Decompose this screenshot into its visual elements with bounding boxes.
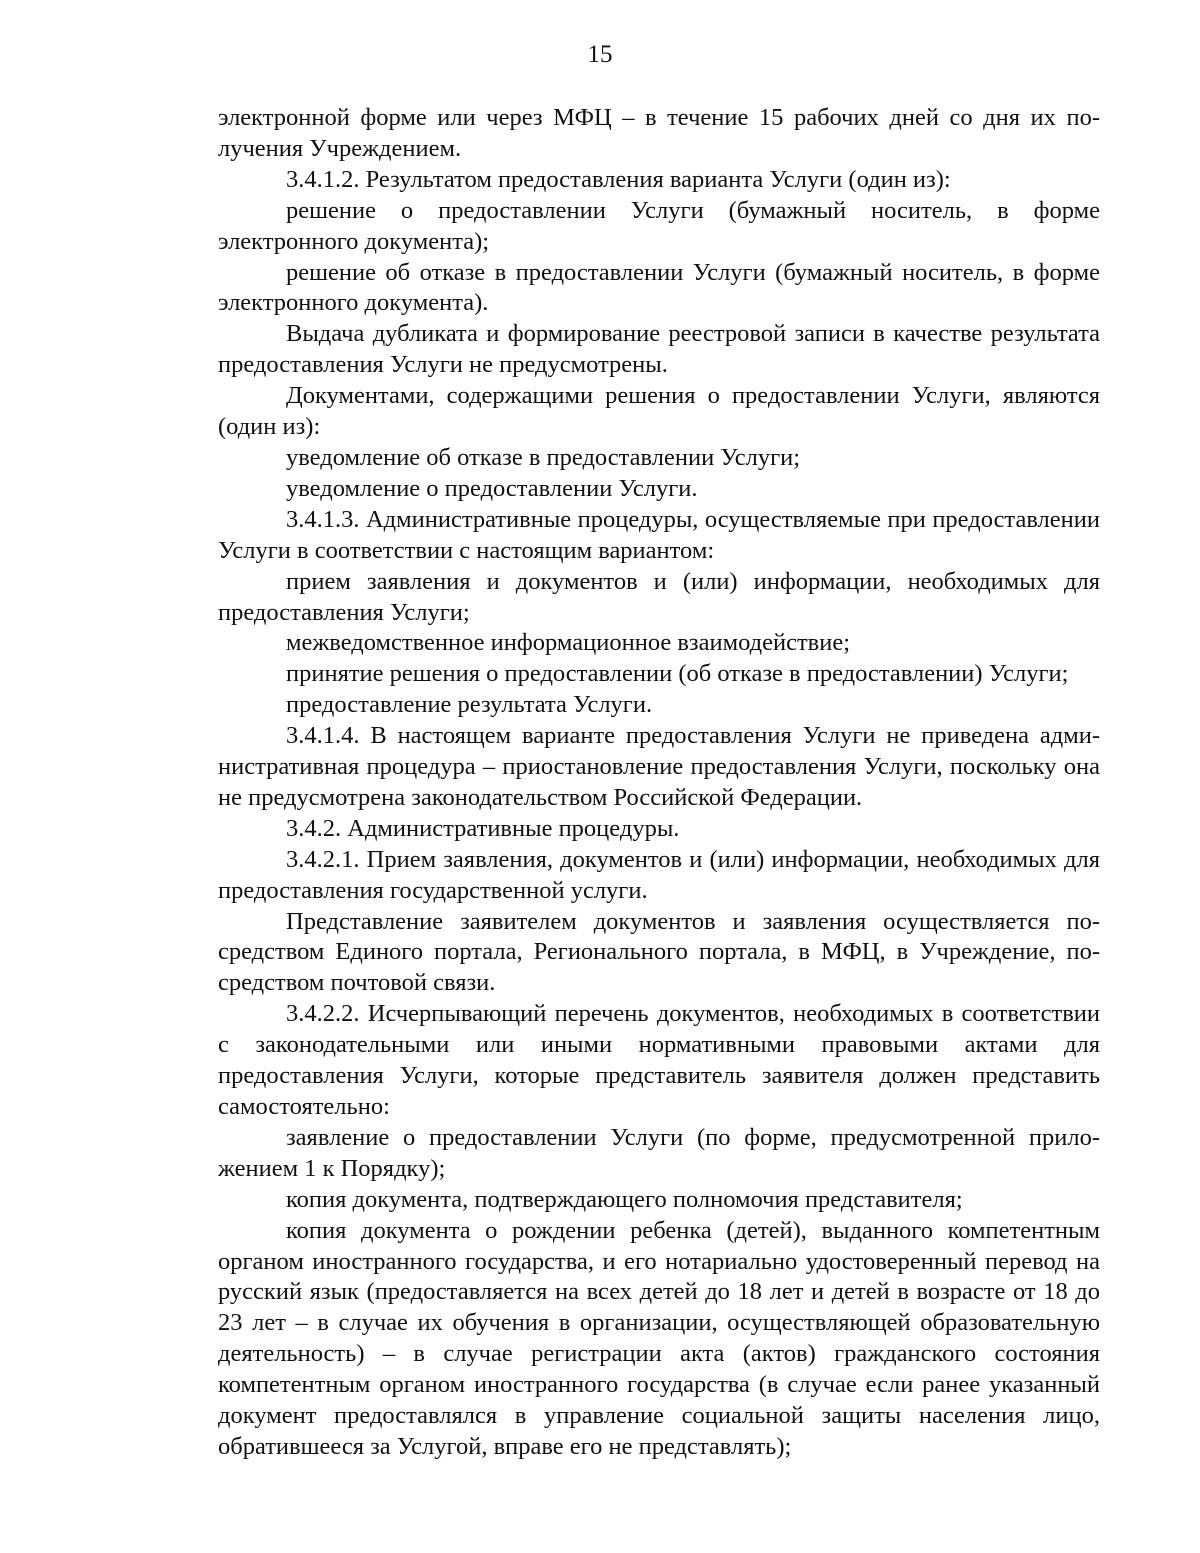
paragraph-submission-channels: Представление заявителем документов и заявления осуществляется посредством Единого портала, Регионального портала, в МФЦ, в Учреждение, посредством почтовой связи. <box>218 907 1100 997</box>
paragraph-3-4-1-2: 3.4.1.2. Результатом предоставления варианта Услуги (один из): <box>286 165 951 193</box>
paragraph-procedure-result: предоставление результата Услуги. <box>286 691 653 719</box>
paragraph-duplicate-not-provided: Выдача дубликата и формирование реестровой записи в качестве результата предоставления Услуги не предусмотрены. <box>218 320 1100 379</box>
paragraph-3-4-1-3: 3.4.1.3. Административные процедуры, осуществляемые при предоставлении Услуги в соответствии с настоящим вариантом: <box>218 505 1100 564</box>
paragraph-procedure-interagency: межведомственное информационное взаимодействие; <box>286 629 851 657</box>
paragraph-birth-document-copy: копия документа о рождении ребенка (детей), выданного компетентным органом иностранного государства, и его нотариально удостоверенный перевод на русский язык (предоставляется на всех детей до 18 лет и детей в возрасте от 18 до 23 лет – в случае их обучения в организации, осуществляющей образовательную деятельность) – в случае регистрации акта (актов) гражданского состояния компетентным органом иностранного государства (в случае если ранее указанный документ предоставлялся в управление социальной защиты населения лицо, обратившееся за Услугой, вправе его не представлять); <box>218 1216 1100 1460</box>
paragraph-decision-grant: решение о предоставлении Услуги (бумажный носитель, в форме электронного документа); <box>218 196 1100 255</box>
paragraph-decision-refusal: решение об отказе в предоставлении Услуги (бумажный носитель, в форме электронного документа). <box>218 258 1100 317</box>
paragraph-3-4-2: 3.4.2. Административные процедуры. <box>286 814 680 842</box>
paragraph-notice-refusal: уведомление об отказе в предоставлении Услуги; <box>286 443 801 471</box>
page-number: 15 <box>587 41 613 68</box>
paragraph-3-4-2-2: 3.4.2.2. Исчерпывающий перечень документов, необходимых в соответствии с законодательными или иными нормативными правовыми актами для предоставления Услуги, которые представитель заявителя должен представить самостоятельно: <box>218 1000 1100 1120</box>
paragraph-3-4-1-4: 3.4.1.4. В настоящем варианте предоставления Услуги не приведена административная процедура – приостановление предоставления Услуги, поскольку она не предусмотрена законодательством Российской Федерации. <box>218 722 1100 811</box>
paragraph-procedure-decision: принятие решения о предоставлении (об отказе в предоставлении) Услуги; <box>286 660 1069 688</box>
paragraph-application-form: заявление о предоставлении Услуги (по форме, предусмотренной приложением 1 к Порядку); <box>218 1123 1100 1182</box>
paragraph-authority-copy: копия документа, подтверждающего полномочия представителя; <box>286 1185 963 1213</box>
paragraph-procedure-reception: прием заявления и документов и (или) информации, необходимых для предоставления Услуги; <box>218 567 1100 626</box>
paragraph-decision-documents: Документами, содержащими решения о предоставлении Услуги, являются (один из): <box>218 382 1100 441</box>
document-body <box>218 103 1100 1463</box>
paragraph-continuation: электронной форме или через МФЦ – в течение 15 рабочих дней со дня их получения Учреждением. <box>218 104 1100 162</box>
paragraph-notice-grant: уведомление о предоставлении Услуги. <box>286 474 698 502</box>
paragraph-3-4-2-1: 3.4.2.1. Прием заявления, документов и (или) информации, необходимых для предоставления государственной услуги. <box>218 845 1100 904</box>
